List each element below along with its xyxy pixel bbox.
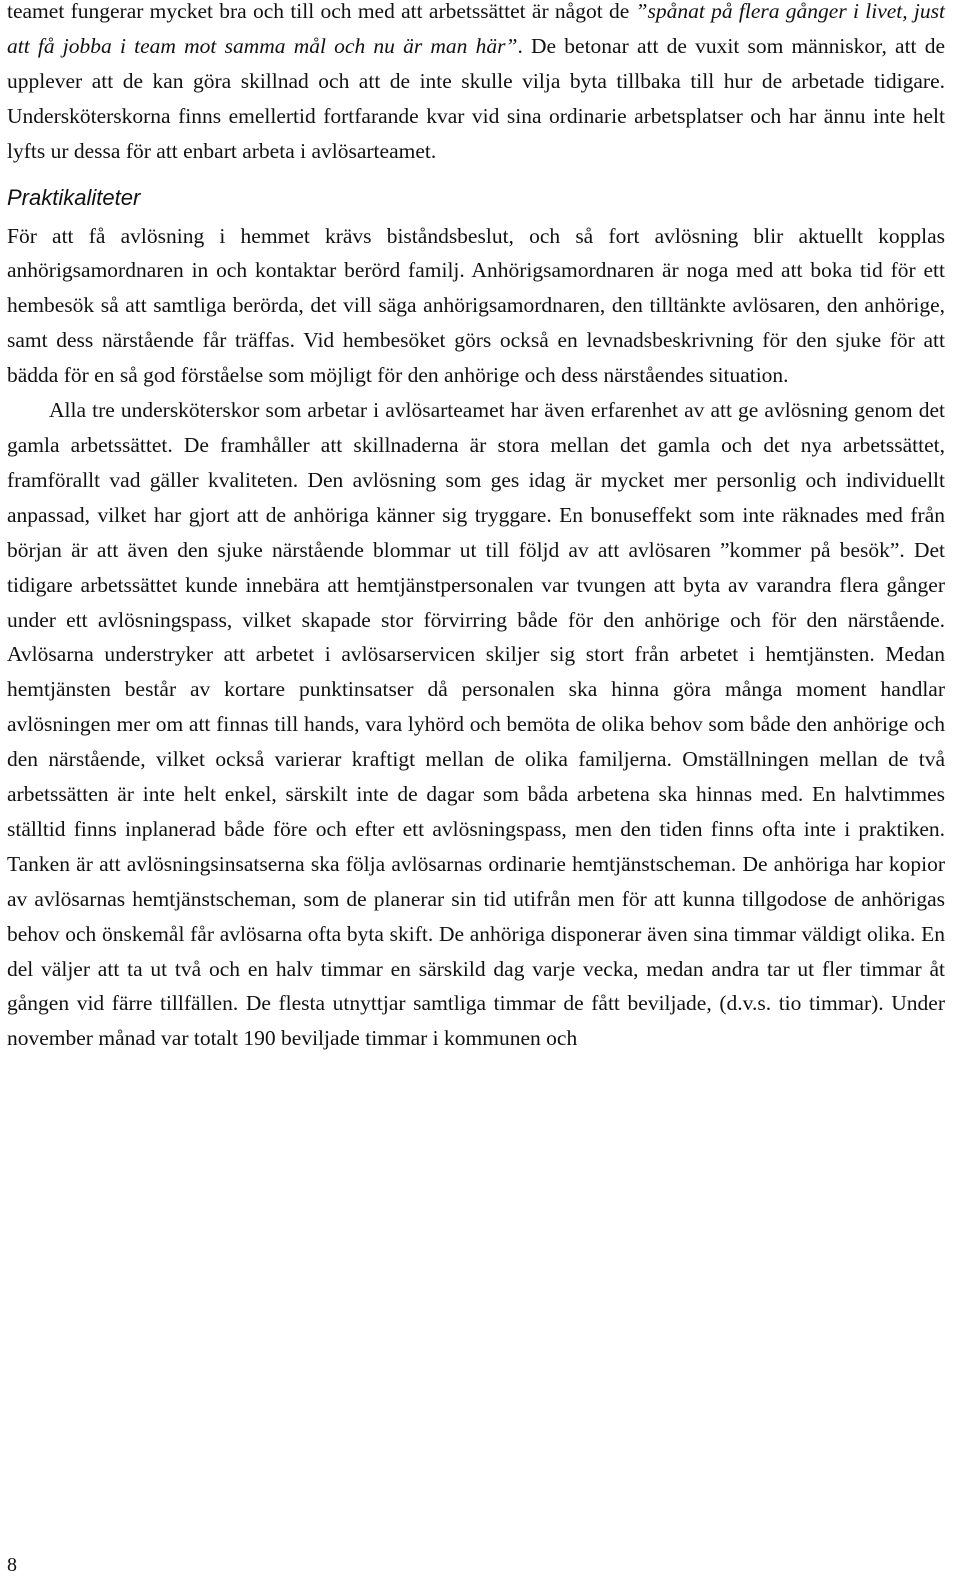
body-paragraph: För att få avlösning i hemmet krävs biståndsbeslut, och så fort avlösning blir aktuellt kopplas anhörigsamordnaren in och kontaktar berörd familj. Anhörigsamordnaren är noga med att boka tid för ett hembesök så att samtliga berörda, det vill säga anhörigsamordnaren, den tilltänkte avlösaren, den anhörige, samt dess närstående får träffas. Vid hembesöket görs också en levnadsbeskrivning för den sjuke för att bädda för en så god förståelse som möjligt för den anhörige och dess närståendes situation. <box>7 223 945 388</box>
document-page <box>7 0 945 1056</box>
italic-quote: ”spånat på flera gånger i livet, just att få jobba i team mot samma mål och nu är man här” <box>7 0 946 58</box>
section-heading: Praktikaliteter <box>7 184 141 210</box>
body-paragraph <box>7 0 945 169</box>
body-paragraph: Alla tre undersköterskor som arbetar i avlösarteamet har även erfarenhet av att ge avlösning genom det gamla arbetssättet. De framhåller att skillnaderna är stora mellan det gamla och det nya arbetssättet, framförallt vad gäller kvaliteten. Den avlösning som ges idag är mycket mer personlig och individuellt anpassad, vilket har gjort att de anhöriga känner sig tryggare. En bonuseffekt som inte räknades med från början är att även den sjuke närstående blommar ut till följd av att avlösaren ”kommer på besök”. Det tidigare arbetssättet kunde innebära att hemtjänstpersonalen var tvungen att byta av varandra flera gånger under ett avlösningspass, vilket skapade stor förvirring både för den anhörige och för den närstående. Avlösarna understryker att arbetet i avlösarservicen skiljer sig stort från arbetet i hemtjänsten. Medan hemtjänsten består av kortare punktinsatser då personalen ska hinna göra många moment handlar avlösningen mer om att finnas till hands, vara lyhörd och bemöta de olika behov som både den anhörige och den närstående, vilket också varierar kraftigt mellan de olika familjerna. Omställningen mellan de två arbetssätten är inte helt enkel, särskilt inte de dagar som båda arbetena ska hinnas med. En halvtimmes ställtid finns inplanerad både före och efter ett avlösningspass, men den tiden finns ofta inte i praktiken. Tanken är att avlösningsinsatserna ska följa avlösarnas ordinarie hemtjänstscheman. De anhöriga har kopior av avlösarnas hemtjänstscheman, som de planerar sin tid utifrån men för att kunna tillgodose de anhörigas behov och önskemål får avlösarna ofta byta skift. De anhöriga disponerar även sina timmar väldigt olika. En del väljer att ta ut två och en halv timmar en särskild dag varje vecka, medan andra tar ut fler timmar åt gången vid färre tillfällen. De flesta utnyttjar samtliga timmar de fått beviljade, (d.v.s. tio timmar). Under november månad var totalt 190 beviljade timmar i kommunen och <box>7 398 945 1051</box>
paragraph-text: teamet fungerar mycket bra och till och med att arbetssättet är något de <box>7 0 636 23</box>
page-number: 8 <box>7 1554 17 1576</box>
paragraph-text: . De betonar att de vuxit som människor, att de upplever att de kan göra skillnad och att de inte skulle vilja byta tillbaka till hur de arbetade tidigare. Undersköterskorna finns emellertid fortfarande kvar vid sina ordinarie arbetsplatser och har ännu inte helt lyfts ur dessa för att enbart arbeta i avlösarteamet. <box>7 33 946 163</box>
